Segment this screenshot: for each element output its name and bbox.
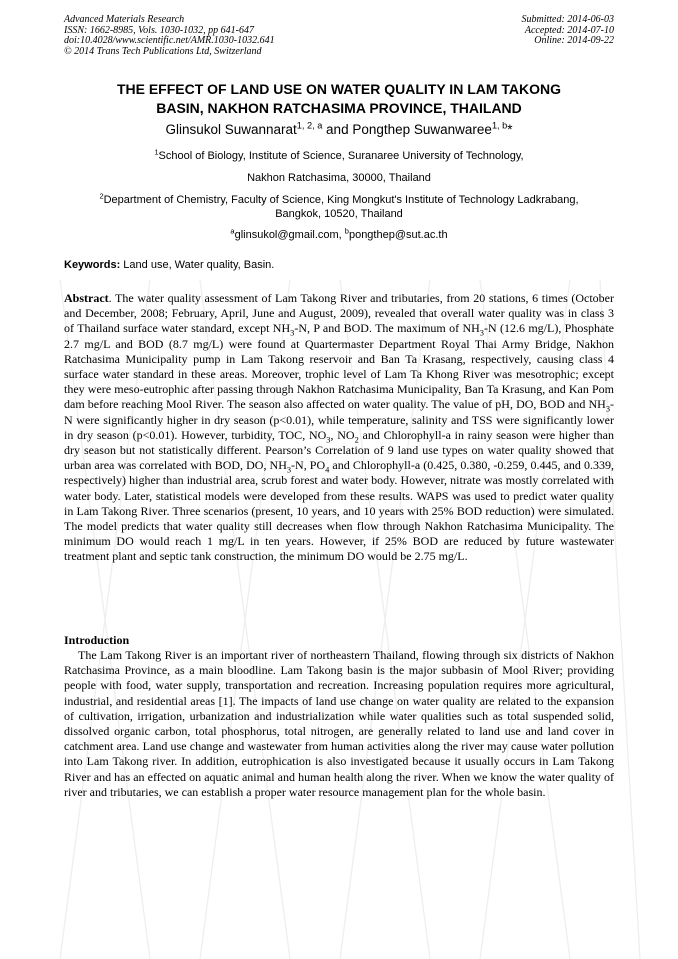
subscript: 2 <box>354 435 359 445</box>
abstract-text: -N, P and BOD. The maximum of NH <box>294 321 480 336</box>
subscript: 3 <box>326 435 331 445</box>
journal-copyright: © 2014 Trans Tech Publications Ltd, Switzerland <box>64 45 262 57</box>
affiliation-text: Bangkok, 10520, Thailand <box>275 208 403 220</box>
keywords <box>64 259 614 271</box>
email-mark: a <box>230 226 235 236</box>
keywords-text: Land use, Water quality, Basin. <box>120 259 275 271</box>
accepted-date: Accepted: 2014-07-10 <box>524 24 614 36</box>
email-mark: b <box>344 226 349 236</box>
introduction-heading: Introduction <box>64 633 130 647</box>
subscript: 3 <box>286 465 292 475</box>
subscript: 3 <box>290 328 295 338</box>
affiliation-text: Nakhon Ratchasima, 30000, Thailand <box>247 172 431 184</box>
keywords-label: Keywords: <box>64 259 121 271</box>
affiliation-number: 2 <box>99 191 104 201</box>
journal-header <box>64 15 275 57</box>
abstract-text: and Chlorophyll-a in rainy season were higher than dry season but not statistically different. Pearson’s Correlation of 9 land use types on water quality showed that urban area was correlated with BOD, DO, NH <box>64 427 614 473</box>
abstract-label: Abstract <box>64 291 109 305</box>
introduction-paragraph: The Lam Takong River is an important river of northeastern Thailand, flowing through six districts of Nakhon Ratchasima Province, as a main bloodline. Lam Takong basin is the major subbasin of Mool River; providing people with food, water supply, transportation and recreation. Increasing population requires more agricultural, industrial, and residential areas [1]. The impacts of land use change on water quality are related to the expansion of cultivation, irrigation, urbanization and industrialization while water qualities such as total suspended solid, dissolved organic carbon, total phosphorus, total nitrogen, are generally related to land use and land cover in catchment area. Land use change and wastewater from human activities along the river may cause water pollution into Lam Takong river. In addition, eutrophication is also investigated because it usually occurs in Lam Takong River and has an effected on aquatic animal and human health along the river. When we know the water quality of river and tributaries, we can establish a proper water resource management plan for the whole basin. <box>64 648 614 799</box>
abstract-text: and Chlorophyll-a (0.425, 0.380, -0.259, 0.445, and 0.339, respectively) higher than industrial area, scrub forest and water body. However, nitrate was mostly correlated with water body. Later, statistical models were developed from these results. WAPS was used to predict water quality in Lam Takong River. Three scenarios (present, 10 years, and 10 years with 25% BOD reduction) were simulated. The model predicts that water quality still decreases when flow through Nakhon Ratchasima Municipality. The minimum DO would reach 1 mg/L in ten years. However, if 25% BOD are reduced by future wastewater treatment plant and septic tank construction, the minimum DO would be 2.75 mg/L. <box>64 458 614 564</box>
email-link[interactable]: glinsukol@gmail.com, <box>234 229 345 241</box>
affiliation-number: 1 <box>154 147 159 157</box>
author-name: Pongthep Suwanwaree <box>352 122 492 137</box>
author-affiliation-sup: 1, 2, a <box>296 120 323 131</box>
submitted-date: Submitted: 2014-06-03 <box>521 14 614 25</box>
corresponding-mark: * <box>507 122 513 137</box>
affiliation-text: School of Biology, Institute of Science, Suranaree University of Technology, <box>158 150 524 162</box>
abstract-text: . The water quality assessment of Lam Takong River and tributaries, from 20 stations, 6 times (October and December, 2008; February, April, June and August, 2009), revealed that overall water quality was in class 3 of Thailand surface water standard, except NH <box>64 291 614 336</box>
author-list <box>20 122 658 137</box>
affiliation-2 <box>56 193 622 221</box>
journal-doi: doi:10.4028/www.scientific.net/AMR.1030-1032.641 <box>64 35 275 46</box>
journal-issn: ISSN: 1662-8985, Vols. 1030-1032, pp 641-647 <box>64 24 254 36</box>
abstract-text: -N, PO <box>291 458 326 473</box>
online-date: Online: 2014-09-22 <box>534 35 614 46</box>
author-joiner: and <box>322 122 353 137</box>
journal-name: Advanced Materials Research <box>64 14 185 25</box>
email-line <box>56 228 622 242</box>
subscript: 3 <box>605 404 610 414</box>
subscript: 4 <box>325 465 330 475</box>
subscript: 3 <box>479 328 484 338</box>
abstract <box>64 291 614 565</box>
affiliation-1-city <box>56 171 622 185</box>
affiliation-1 <box>56 149 622 163</box>
abstract-text: -N (12.6 mg/L), Phosphate 2.7 mg/L and BOD (8.7 mg/L) were found at Quartermaster Department Royal Thai Army Bridge, Nakhon Ratchasima Municipality pump in Lam Takong reservoir and Ban Ta Krasang, respectively, causing class 4 surface water standard in these areas. Moreover, trophic level of Lam Ta Khong River was mesotrophic; except they were meso-eutrophic after passing through Nakhon Ratchasima Municipality, Ban Ta Krasung, and Kan Pom dam before reaching Mool River. The season also affected on water quality. The value of pH, DO, BOD and NH <box>64 321 615 412</box>
email-link[interactable]: pongthep@sut.ac.th <box>348 229 448 241</box>
abstract-text: -N were significantly higher in dry season (p<0.01), while temperature, salinity and TSS were significantly lower in dry season (p<0.01). However, turbidity, TOC, NO <box>64 397 614 442</box>
author-name: Glinsukol Suwannarat <box>165 122 297 137</box>
title-line-1: THE EFFECT OF LAND USE ON WATER QUALITY IN LAM TAKONG <box>116 81 562 97</box>
title-line-2: BASIN, NAKHON RATCHASIMA PROVINCE, THAILAND <box>156 100 522 116</box>
abstract-text: , NO <box>330 427 355 442</box>
paper-title <box>40 80 638 118</box>
dates-header <box>522 15 615 47</box>
affiliation-text: Department of Chemistry, Faculty of Science, King Mongkut's Institute of Technology Ladkrabang, <box>103 194 579 206</box>
author-affiliation-sup: 1, b <box>491 120 508 131</box>
